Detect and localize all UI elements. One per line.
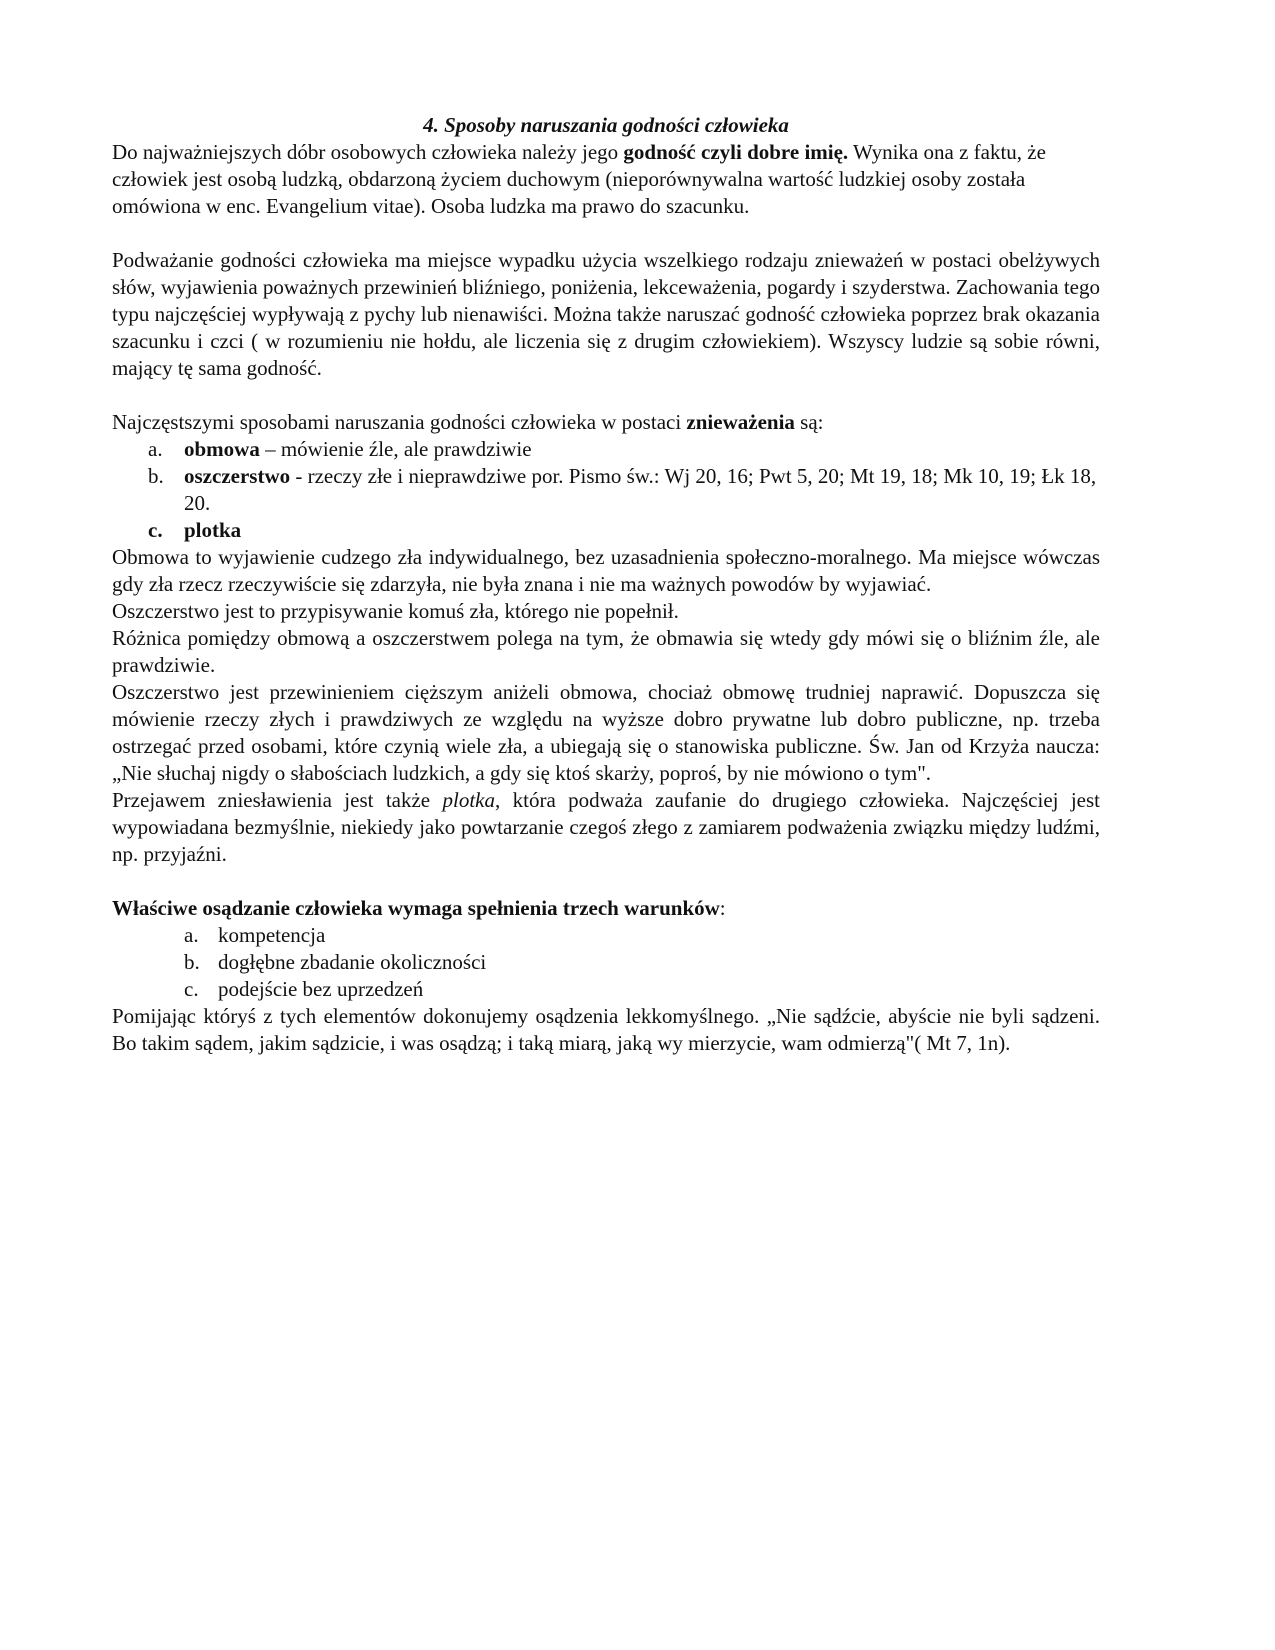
paragraph-intro (112, 139, 1100, 220)
list-text: kompetencja (218, 923, 326, 947)
list-marker: a. (148, 437, 163, 461)
text: Przejawem zniesławienia jest także (112, 788, 443, 812)
document-page (112, 112, 1100, 1057)
text: Najczęstszymi sposobami naruszania godności człowieka w postaci (112, 410, 687, 434)
paragraph-obmowa: Obmowa to wyjawienie cudzego zła indywidualnego, bez uzasadnienia społeczno-moralnego. Ma miejsce wówczas gdy zła rzecz rzeczywiście się zdarzyła, nie była znana i nie ma ważnych powodów by wyjawiać. (112, 545, 1100, 596)
insult-types-list (112, 436, 1100, 544)
list-marker: b. (184, 950, 200, 974)
list-marker: a. (184, 923, 199, 947)
list-marker: b. (148, 464, 164, 488)
list-item (112, 517, 1100, 544)
conditions-list (112, 922, 1100, 1003)
judgement-heading (112, 895, 1100, 922)
list-item (112, 922, 1100, 949)
term: plotka (184, 518, 242, 542)
definition: – mówienie źle, ale prawdziwie (259, 437, 532, 461)
term: oszczerstwo (184, 464, 291, 488)
definition: - rzeczy złe i nieprawdziwe por. Pismo św.: Wj 20, 16; Pwt 5, 20; Mt 19, 18; Mk 10, 19; Łk 18, 20. (184, 464, 1097, 515)
section-title: 4. Sposoby naruszania godności człowieka (423, 113, 789, 137)
list-item (112, 949, 1100, 976)
paragraph-difference: Różnica pomiędzy obmową a oszczerstwem polega na tym, że obmawia się wtedy gdy mówi się o bliźnim źle, ale prawdziwie. (112, 626, 1100, 677)
paragraph-conclusion: Pomijając któryś z tych elementów dokonujemy osądzenia lekkomyślnego. „Nie sądźcie, abyście nie byli sądzeni. Bo takim sądem, jakim sądzicie, i was osądzą; i taką miarą, jaką wy mierzycie, wam odmierzą"( Mt 7, 1n). (112, 1004, 1100, 1055)
paragraph-oszczerstwo: Oszczerstwo jest to przypisywanie komuś zła, którego nie popełnił. (112, 599, 679, 623)
text: , która podważa zaufanie do drugiego człowieka. Najczęściej jest wypowiadana bezmyślnie, niekiedy jako powtarzanie czegoś złego z zamiarem podważenia związku między ludźmi, np. przyjaźni. (112, 788, 1100, 866)
list-item (112, 436, 1100, 463)
text: Wynika ona z faktu, że człowiek jest osobą ludzką, obdarzoną życiem duchowym (nieporównywalna wartość ludzkiej osoby została omówiona w enc. Evangelium vitae). Osoba ludzka ma prawo do szacunku. (112, 140, 1046, 218)
list-text: dogłębne zbadanie okoliczności (218, 950, 487, 974)
bold-text: godność czyli dobre imię. (623, 140, 849, 164)
paragraph-plotka (112, 787, 1100, 868)
list-marker: c. (184, 977, 199, 1001)
text: : (719, 896, 726, 920)
bold-text: Właściwe osądzanie człowieka wymaga spełnienia trzech warunków (112, 896, 720, 920)
italic-text: plotka (442, 788, 495, 812)
paragraph-severity: Oszczerstwo jest przewinieniem cięższym aniżeli obmowa, chociaż obmowę trudniej naprawić. Dopuszcza się mówienie rzeczy złych i prawdziwych ze względu na wyższe dobro prywatne lub dobro publiczne, np. trzeba ostrzegać przed osobami, które czynią wiele zła, a ubiegają się o stanowiska publiczne. Św. Jan od Krzyża naucza: „Nie słuchaj nigdy o słabościach ludzkich, a gdy się ktoś skarży, poproś, by nie mówiono o tym". (112, 680, 1100, 785)
list-item (112, 976, 1100, 1003)
term: obmowa (184, 437, 260, 461)
text: Do najważniejszych dóbr osobowych człowieka należy jego (112, 140, 624, 164)
paragraph-undermining: Podważanie godności człowieka ma miejsce wypadku użycia wszelkiego rodzaju znieważeń w postaci obelżywych słów, wyjawienia poważnych przewinień bliźniego, poniżenia, lekceważenia, pogardy i szyderstwa. Zachowania tego typu najczęściej wypływają z pychy lub nienawiści. Można także naruszać godność człowieka poprzez brak okazania szacunku i czci ( w rozumieniu nie hołdu, ale liczenia się z drugim człowiekiem). Wszyscy ludzie są sobie równi, mający tę sama godność. (112, 248, 1100, 380)
list-item (112, 463, 1100, 517)
list-text: podejście bez uprzedzeń (218, 977, 424, 1001)
bold-text: znieważenia (686, 410, 795, 434)
text: są: (794, 410, 824, 434)
paragraph-ways (112, 409, 1100, 436)
list-marker: c. (148, 518, 163, 542)
